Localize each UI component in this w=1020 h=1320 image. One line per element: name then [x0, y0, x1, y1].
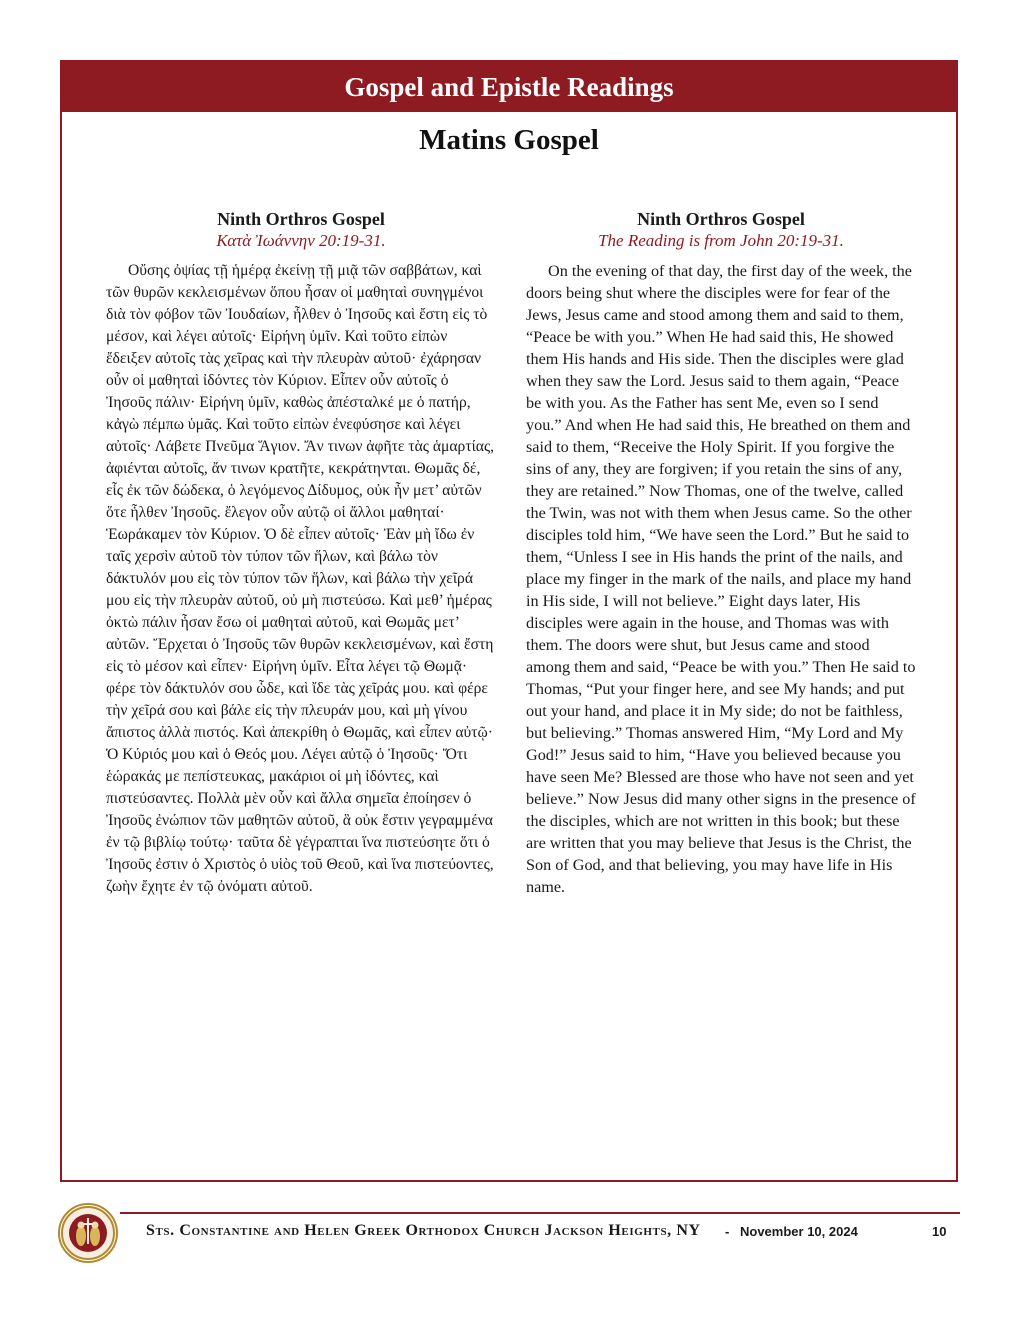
footer-divider [120, 1212, 960, 1214]
greek-gospel-text: Οὔσης ὀψίας τῇ ἡμέρᾳ ἐκείνῃ τῇ μιᾷ τῶν σαββάτων, καὶ τῶν θυρῶν κεκλεισμένων ὅπου ἦσαν οἱ μαθηταὶ συνηγμένοι διὰ τὸν φόβον τῶν Ἰουδαίων, ἦλθεν ὁ Ἰησοῦς καὶ ἔστη εἰς τὸ μέσον, καὶ λέγει αὐτοῖς· Εἰρήνη ὑμῖν. Καὶ τοῦτο εἰπὼν ἔδειξεν αὐτοῖς τὰς χεῖρας καὶ τὴν πλευρὰν αὐτοῦ· ἐχάρησαν οὖν οἱ μαθηταὶ ἰδόντες τὸν Κύριον. Εἶπεν οὖν αὐτοῖς ὁ Ἰησοῦς πάλιν· Εἰρήνη ὑμῖν, καθὼς ἀπέσταλκέ με ὁ πατήρ, κἀγὼ πέμπω ὑμᾶς. Καὶ τοῦτο εἰπὼν ἐνεφύσησε καὶ λέγει αὐτοῖς· Λάβετε Πνεῦμα Ἅγιον. Ἄν τινων ἀφῆτε τὰς ἁμαρτίας, ἀφιένται αὐτοῖς, ἄν τινων κρατῆτε, κεκράτηνται. Θωμᾶς δέ, εἷς ἐκ τῶν δώδεκα, ὁ λεγόμενος Δίδυμος, οὐκ ἦν μετ’ αὐτῶν ὅτε ἦλθεν Ἰησοῦς. ἔλεγον οὖν αὐτῷ οἱ ἄλλοι μαθηταί· Ἑωράκαμεν τὸν Κύριον. Ὁ δὲ εἶπεν αὐτοῖς· Ἐὰν μὴ ἴδω ἐν ταῖς χερσὶν αὐτοῦ τὸν τύπον τῶν ἥλων, καὶ βάλω τὸν δάκτυλόν μου εἰς τὸν τύπον τῶν ἥλων, καὶ βάλω τὴν χεῖρά μου εἰς τὴν πλευρὰν αὐτοῦ, οὐ μὴ πιστεύσω. Καὶ μεθ’ ἡμέρας ὀκτὼ πάλιν ἦσαν ἔσω οἱ μαθηταὶ αὐτοῦ, καὶ Θωμᾶς μετ’ αὐτῶν. Ἔρχεται ὁ Ἰησοῦς τῶν θυρῶν κεκλεισμένων, καὶ ἔστη εἰς τὸ μέσον καὶ εἶπεν· Εἰρήνη ὑμῖν. Εἶτα λέγει τῷ Θωμᾷ· φέρε τὸν δάκτυλόν σου ὧδε, καὶ ἴδε τὰς χεῖράς μου. καὶ φέρε τὴν χεῖρά σου καὶ βάλε εἰς τὴν πλευράν μου, καὶ μὴ γίνου ἄπιστος ἀλλὰ πιστός. Καὶ ἀπεκρίθη ὁ Θωμᾶς, καὶ εἶπεν αὐτῷ· Ὁ Κύριός μου καὶ ὁ Θεός μου. Λέγει αὐτῷ ὁ Ἰησοῦς· Ὅτι ἑώρακάς με πεπίστευκας, μακάριοι οἱ μὴ ἰδόντες, καὶ πιστεύσαντες. Πολλὰ μὲν οὖν καὶ ἄλλα σημεῖα ἐποίησεν ὁ Ἰησοῦς ἐνώπιον τῶν μαθητῶν αὐτοῦ, ἃ οὐκ ἔστιν γεγραμμένα ἐν τῷ βιβλίῳ τούτῳ· ταῦτα δὲ γέγραπται ἵνα πιστεύσητε ὅτι ὁ Ἰησοῦς ἐστιν ὁ Χριστὸς ὁ υἱὸς τοῦ Θεοῦ, καὶ ἵνα πιστεύοντες, ζωὴν ἔχητε ἐν τῷ ὀνόματι αὐτοῦ. [106, 262, 495, 895]
english-heading: Ninth Orthros Gospel [637, 209, 805, 229]
greek-reference: Κατὰ Ἰωάννην 20:19-31. [216, 231, 386, 250]
bulletin-date: November 10, 2024 [740, 1224, 858, 1239]
greek-column [106, 208, 496, 898]
readings-frame [60, 60, 958, 1182]
english-reference: The Reading is from John 20:19-31. [598, 231, 844, 250]
english-column [526, 208, 916, 898]
church-seal-icon [58, 1203, 118, 1263]
church-name: Sts. Constantine and Helen Greek Orthodox Church Jackson Heights, NY [146, 1222, 701, 1239]
greek-heading: Ninth Orthros Gospel [217, 209, 385, 229]
page-number: 10 [932, 1224, 947, 1239]
english-gospel-text: On the evening of that day, the first day of the week, the doors being shut where the disciples were for fear of the Jews, Jesus came and stood among them and said to them, “Peace be with you.” When He had said this, He showed them His hands and His side. Then the disciples were glad when they saw the Lord. Jesus said to them again, “Peace be with you. As the Father has sent Me, even so I send you.” And when He had said this, He breathed on them and said to them, “Receive the Holy Spirit. If you forgive the sins of any, they are forgiven; if you retain the sins of any, they are retained.” Now Thomas, one of the twelve, called the Twin, was not with them when Jesus came. So the other disciples told him, “We have seen the Lord.” But he said to them, “Unless I see in His hands the print of the nails, and place my finger in the mark of the nails, and place my hand in His side, I will not believe.” Eight days later, His disciples were again in the house, and Thomas was with them. The doors were shut, but Jesus came and stood among them and said, “Peace be with you.” Then He said to Thomas, “Put your finger here, and see My hands; and put out your hand, and place it in My side; do not be faithless, but believing.” Thomas answered Him, “My Lord and My God!” Jesus said to him, “Have you believed because you have seen Me? Blessed are those who have not seen and yet believe.” Now Jesus did many other signs in the presence of the disciples, which are not written in this book; but these are written that you may believe that Jesus is the Christ, the Son of God, and that believing, you may have life in His name. [526, 262, 916, 896]
section-title: Matins Gospel [419, 124, 599, 156]
footer-separator: - [725, 1224, 730, 1239]
banner-title: Gospel and Epistle Readings [62, 62, 956, 112]
